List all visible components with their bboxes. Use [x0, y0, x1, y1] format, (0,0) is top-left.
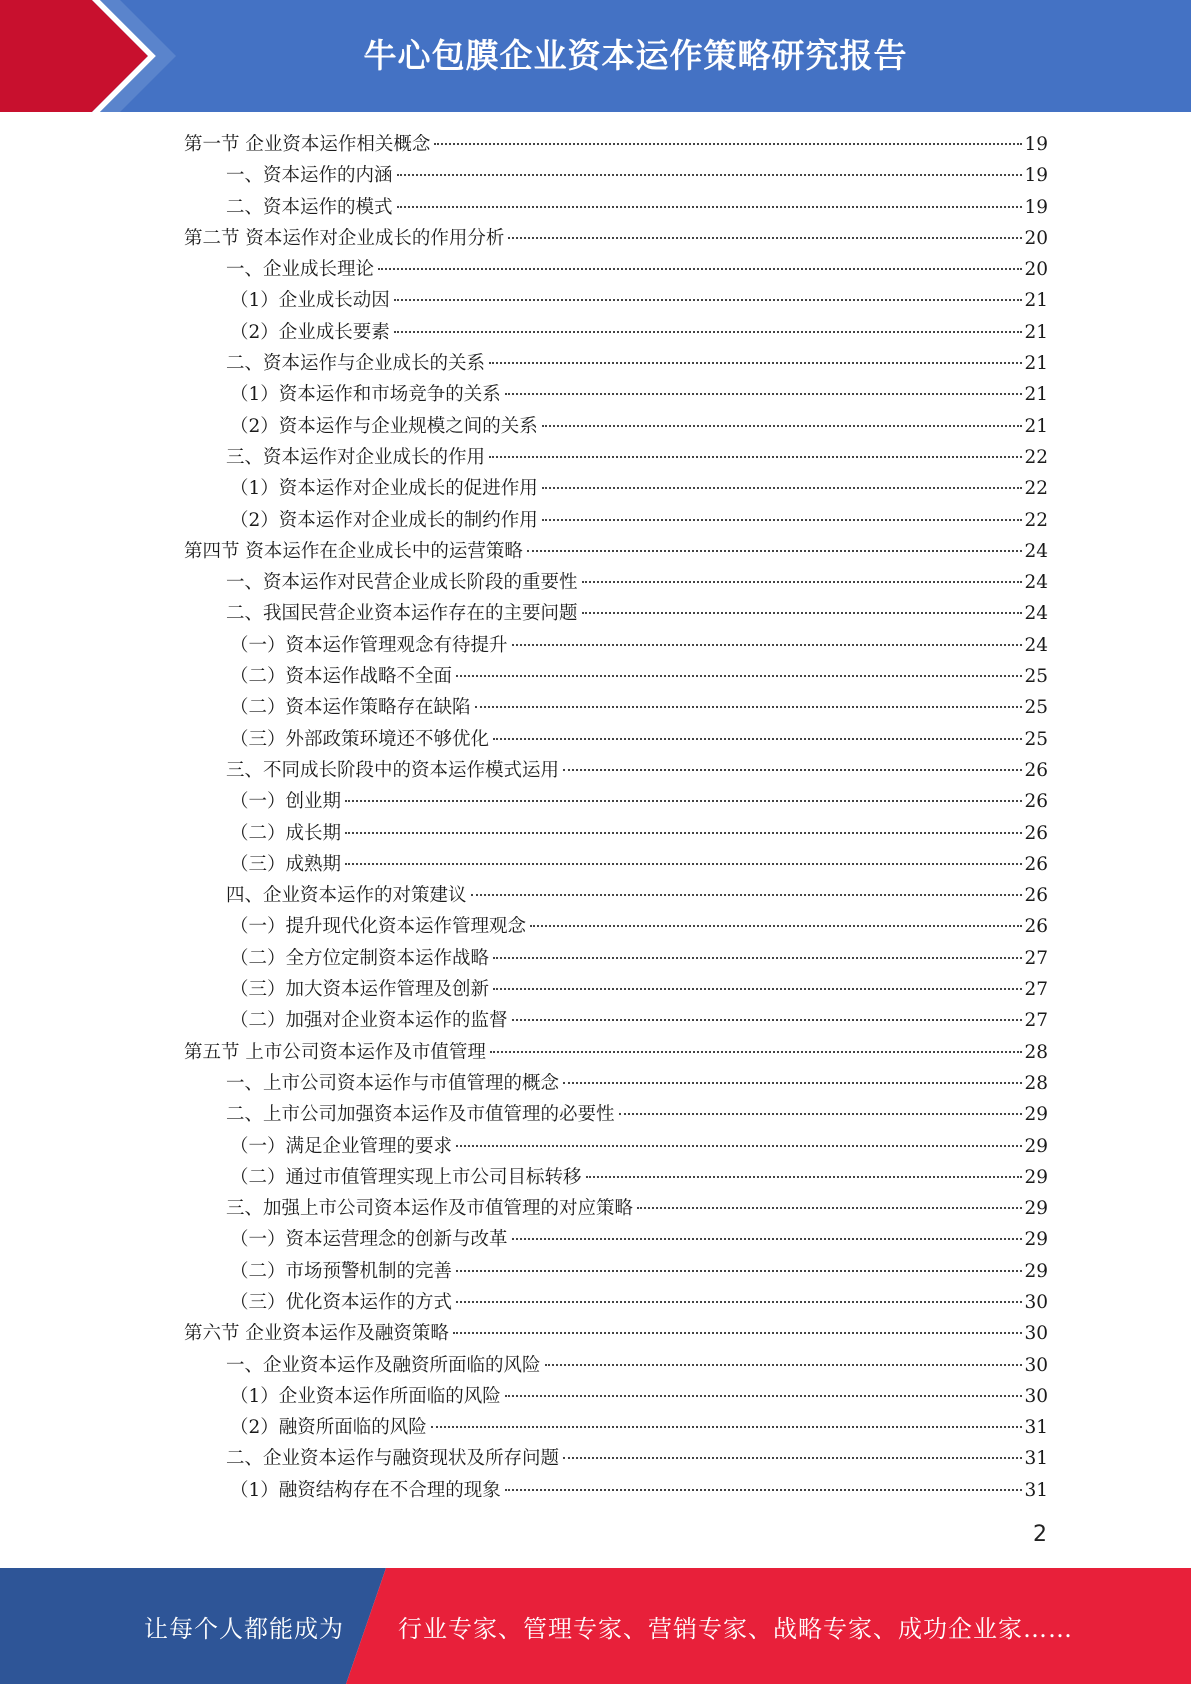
page-number: 2 — [1033, 1522, 1047, 1547]
toc-dot-leader — [345, 800, 1022, 802]
toc-entry-page: 27 — [1024, 947, 1048, 969]
toc-dot-leader — [345, 832, 1022, 834]
toc-entry-page: 30 — [1024, 1323, 1048, 1345]
toc-entry[interactable] — [184, 1318, 1048, 1349]
toc-entry[interactable] — [184, 755, 1048, 786]
toc-entry-title: （1）融资结构存在不合理的现象 — [230, 1479, 501, 1501]
toc-entry-title: （一）资本运营理念的创新与改革 — [230, 1229, 508, 1251]
toc-entry-title: （二）资本运作战略不全面 — [230, 666, 453, 688]
toc-entry-title: （一）满足企业管理的要求 — [230, 1135, 453, 1157]
toc-entry[interactable] — [184, 160, 1048, 191]
toc-entry-page: 24 — [1024, 634, 1048, 656]
toc-dot-leader — [378, 268, 1022, 270]
toc-entry[interactable] — [184, 598, 1048, 629]
toc-entry[interactable] — [184, 473, 1048, 504]
toc-entry-title: 四、企业资本运作的对策建议 — [226, 885, 467, 907]
toc-dot-leader — [456, 675, 1022, 677]
toc-entry-page: 25 — [1024, 728, 1048, 750]
toc-entry-title: （三）成熟期 — [230, 853, 342, 875]
toc-entry-page: 29 — [1024, 1104, 1048, 1126]
toc-entry-page: 26 — [1024, 885, 1048, 907]
toc-entry[interactable] — [184, 1256, 1048, 1287]
toc-entry-page: 29 — [1024, 1166, 1048, 1188]
toc-dot-leader — [619, 1113, 1023, 1115]
toc-entry-page: 22 — [1024, 478, 1048, 500]
toc-entry[interactable] — [184, 285, 1048, 316]
toc-dot-leader — [490, 1051, 1023, 1053]
toc-entry-page: 26 — [1024, 822, 1048, 844]
toc-entry-page: 27 — [1024, 979, 1048, 1001]
toc-dot-leader — [563, 1457, 1022, 1459]
toc-entry-title: （三）外部政策环境还不够优化 — [230, 728, 490, 750]
toc-entry-title: （1）企业成长动因 — [230, 290, 390, 312]
toc-dot-leader — [586, 1176, 1023, 1178]
toc-dot-leader — [453, 1332, 1023, 1334]
toc-entry[interactable] — [184, 1224, 1048, 1255]
toc-entry[interactable] — [184, 880, 1048, 911]
toc-entry-page: 31 — [1024, 1448, 1048, 1470]
toc-entry-page: 21 — [1024, 353, 1048, 375]
toc-entry-page: 28 — [1024, 1072, 1048, 1094]
toc-entry-title: 一、资本运作对民营企业成长阶段的重要性 — [226, 572, 578, 594]
toc-entry-page: 30 — [1024, 1354, 1048, 1376]
toc-dot-leader — [542, 425, 1023, 427]
toc-entry[interactable] — [184, 1287, 1048, 1318]
toc-entry-title: 一、上市公司资本运作与市值管理的概念 — [226, 1072, 560, 1094]
toc-entry[interactable] — [184, 1475, 1048, 1506]
toc-entry-page: 26 — [1024, 916, 1048, 938]
toc-entry-page: 20 — [1024, 259, 1048, 281]
toc-dot-leader — [530, 925, 1022, 927]
toc-entry-page: 26 — [1024, 791, 1048, 813]
toc-entry-title: （一）提升现代化资本运作管理观念 — [230, 916, 527, 938]
toc-entry-title: （1）资本运作对企业成长的促进作用 — [230, 478, 538, 500]
header-bar — [0, 0, 1191, 112]
toc-entry-title: （2）资本运作与企业规模之间的关系 — [230, 415, 538, 437]
toc-entry-title: （2）资本运作对企业成长的制约作用 — [230, 509, 538, 531]
toc-entry-page: 29 — [1024, 1260, 1048, 1282]
footer-slogan-right: 行业专家、管理专家、营销专家、战略专家、成功企业家…… — [398, 1614, 1073, 1643]
toc-entry-page: 28 — [1024, 1041, 1048, 1063]
toc-entry-page: 21 — [1024, 321, 1048, 343]
toc-entry-page: 24 — [1024, 540, 1048, 562]
toc-entry-title: 一、资本运作的内涵 — [226, 165, 393, 187]
toc-entry[interactable] — [184, 786, 1048, 817]
toc-entry[interactable] — [184, 1412, 1048, 1443]
toc-entry-title: 二、上市公司加强资本运作及市值管理的必要性 — [226, 1104, 615, 1126]
toc-entry[interactable] — [184, 192, 1048, 223]
toc-entry-page: 21 — [1024, 384, 1048, 406]
toc-entry[interactable] — [184, 254, 1048, 285]
toc-entry[interactable] — [184, 129, 1048, 160]
toc-entry-page: 22 — [1024, 446, 1048, 468]
toc-entry[interactable] — [184, 974, 1048, 1005]
toc-dot-leader — [431, 1426, 1023, 1428]
toc-entry[interactable] — [184, 567, 1048, 598]
toc-entry[interactable] — [184, 317, 1048, 348]
toc-entry[interactable] — [184, 1381, 1048, 1412]
toc-dot-leader — [582, 612, 1023, 614]
toc-entry-page: 20 — [1024, 227, 1048, 249]
toc-dot-leader — [489, 362, 1022, 364]
toc-dot-leader — [394, 331, 1023, 333]
toc-entry-title: 二、资本运作与企业成长的关系 — [226, 353, 486, 375]
toc-dot-leader — [493, 988, 1022, 990]
toc-dot-leader — [505, 393, 1023, 395]
toc-entry-title: （二）成长期 — [230, 822, 342, 844]
toc-dot-leader — [545, 1364, 1023, 1366]
toc-entry[interactable] — [184, 223, 1048, 254]
toc-entry[interactable] — [184, 1443, 1048, 1474]
toc-entry-page: 29 — [1024, 1229, 1048, 1251]
toc-entry-page: 29 — [1024, 1198, 1048, 1220]
toc-dot-leader — [345, 863, 1022, 865]
toc-entry-title: 一、企业资本运作及融资所面临的风险 — [226, 1354, 541, 1376]
toc-entry[interactable] — [184, 411, 1048, 442]
toc-entry[interactable] — [184, 505, 1048, 536]
toc-entry-title: （一）创业期 — [230, 791, 342, 813]
footer-bar — [0, 1568, 1191, 1684]
toc-entry[interactable] — [184, 630, 1048, 661]
toc-dot-leader — [512, 1019, 1023, 1021]
toc-dot-leader — [475, 706, 1023, 708]
toc-dot-leader — [505, 1489, 1023, 1491]
toc-entry[interactable] — [184, 442, 1048, 473]
toc-dot-leader — [505, 1395, 1023, 1397]
toc-entry[interactable] — [184, 1068, 1048, 1099]
toc-entry[interactable] — [184, 849, 1048, 880]
toc-dot-leader — [508, 237, 1022, 239]
toc-entry-title: 二、资本运作的模式 — [226, 196, 393, 218]
toc-dot-leader — [582, 581, 1023, 583]
toc-entry-page: 21 — [1024, 290, 1048, 312]
toc-entry-page: 24 — [1024, 603, 1048, 625]
toc-entry-title: 三、加强上市公司资本运作及市值管理的对应策略 — [226, 1198, 634, 1220]
toc-entry-title: （1）企业资本运作所面临的风险 — [230, 1385, 501, 1407]
toc-entry[interactable] — [184, 661, 1048, 692]
toc-entry[interactable] — [184, 1131, 1048, 1162]
toc-entry-title: （1）资本运作和市场竞争的关系 — [230, 384, 501, 406]
toc-entry-page: 19 — [1024, 196, 1048, 218]
toc-entry-title: （二）加强对企业资本运作的监督 — [230, 1010, 508, 1032]
toc-entry-title: 第一节 企业资本运作相关概念 — [184, 134, 431, 155]
toc-dot-leader — [397, 206, 1023, 208]
toc-entry-title: （二）市场预警机制的完善 — [230, 1260, 453, 1282]
toc-entry-page: 31 — [1024, 1417, 1048, 1439]
toc-entry-title: （二）通过市值管理实现上市公司目标转移 — [230, 1166, 582, 1188]
toc-entry-page: 29 — [1024, 1135, 1048, 1157]
toc-dot-leader — [542, 487, 1023, 489]
toc-entry[interactable] — [184, 818, 1048, 849]
toc-entry[interactable] — [184, 1162, 1048, 1193]
toc-entry-title: 第二节 资本运作对企业成长的作用分析 — [184, 227, 505, 249]
toc-entry-page: 26 — [1024, 759, 1048, 781]
toc-dot-leader — [456, 1145, 1022, 1147]
toc-entry-page: 25 — [1024, 697, 1048, 719]
toc-dot-leader — [456, 1301, 1022, 1303]
toc-entry-page: 25 — [1024, 666, 1048, 688]
toc-dot-leader — [512, 1238, 1023, 1240]
toc-entry-page: 27 — [1024, 1010, 1048, 1032]
toc-entry[interactable] — [184, 911, 1048, 942]
toc-dot-leader — [542, 519, 1023, 521]
toc-entry[interactable] — [184, 536, 1048, 567]
toc-entry-title: （二）资本运作策略存在缺陷 — [230, 697, 471, 719]
toc-entry-title: 第六节 企业资本运作及融资策略 — [184, 1323, 449, 1345]
toc-entry[interactable] — [184, 379, 1048, 410]
toc-entry[interactable] — [184, 1037, 1048, 1068]
toc-entry-page: 30 — [1024, 1291, 1048, 1313]
table-of-contents — [184, 129, 1048, 1506]
toc-dot-leader — [563, 769, 1022, 771]
toc-dot-leader — [489, 456, 1022, 458]
toc-entry[interactable] — [184, 692, 1048, 723]
toc-entry-title: （三）优化资本运作的方式 — [230, 1291, 453, 1313]
toc-entry-page: 21 — [1024, 415, 1048, 437]
toc-entry[interactable] — [184, 1350, 1048, 1381]
toc-entry-title: （2）融资所面临的风险 — [230, 1417, 427, 1439]
toc-entry-page: 19 — [1024, 134, 1048, 155]
toc-entry-title: （二）全方位定制资本运作战略 — [230, 947, 490, 969]
toc-entry-title: 三、不同成长阶段中的资本运作模式运用 — [226, 759, 560, 781]
footer-slogan-left: 让每个人都能成为 — [144, 1614, 344, 1643]
toc-entry[interactable] — [184, 1005, 1048, 1036]
toc-entry-page: 19 — [1024, 165, 1048, 187]
toc-entry-title: 二、企业资本运作与融资现状及所存问题 — [226, 1448, 560, 1470]
toc-dot-leader — [434, 143, 1022, 145]
toc-dot-leader — [493, 738, 1022, 740]
toc-entry-title: 第五节 上市公司资本运作及市值管理 — [184, 1041, 486, 1063]
toc-entry[interactable] — [184, 1099, 1048, 1130]
document-title: 牛心包膜企业资本运作策略研究报告 — [363, 35, 908, 75]
toc-entry-title: （2）企业成长要素 — [230, 321, 390, 343]
toc-entry-title: 二、我国民营企业资本运作存在的主要问题 — [226, 603, 578, 625]
toc-entry[interactable] — [184, 943, 1048, 974]
toc-entry-page: 24 — [1024, 572, 1048, 594]
toc-entry-title: （三）加大资本运作管理及创新 — [230, 979, 490, 1001]
toc-entry-page: 22 — [1024, 509, 1048, 531]
toc-entry-page: 26 — [1024, 853, 1048, 875]
toc-dot-leader — [512, 644, 1023, 646]
toc-entry[interactable] — [184, 348, 1048, 379]
toc-entry[interactable] — [184, 724, 1048, 755]
toc-entry-title: 三、资本运作对企业成长的作用 — [226, 446, 486, 468]
toc-dot-leader — [394, 299, 1023, 301]
toc-dot-leader — [456, 1270, 1022, 1272]
toc-dot-leader — [527, 550, 1023, 552]
toc-entry-page: 30 — [1024, 1385, 1048, 1407]
toc-entry-title: 第四节 资本运作在企业成长中的运营策略 — [184, 540, 523, 562]
toc-dot-leader — [493, 957, 1022, 959]
toc-dot-leader — [637, 1207, 1022, 1209]
toc-dot-leader — [471, 894, 1023, 896]
toc-entry-page: 31 — [1024, 1479, 1048, 1501]
toc-entry[interactable] — [184, 1193, 1048, 1224]
toc-entry-title: （一）资本运作管理观念有待提升 — [230, 634, 508, 656]
toc-dot-leader — [563, 1082, 1022, 1084]
toc-dot-leader — [397, 174, 1023, 176]
toc-entry-title: 一、企业成长理论 — [226, 259, 375, 281]
